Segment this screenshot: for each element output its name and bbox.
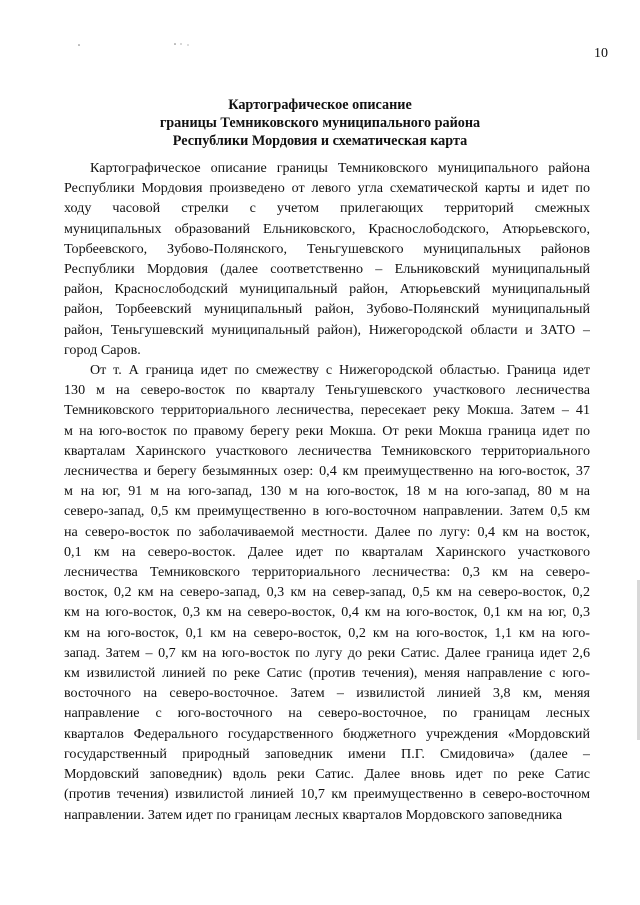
text-line: лесничества Темниковского территориального лесничества: 0,3 км на северо- <box>64 564 590 581</box>
text-line: Картографическое описание границы Темниковского муниципального района <box>90 160 590 176</box>
text-line: 130 м на северо-восток по кварталу Теньгушевского участкового лесничества <box>64 382 590 399</box>
text-line: государственный природный заповедник имени П.Г. Смидовича» (далее – <box>64 745 590 762</box>
text-line: направление с юго-восточного на северо-восточное, по границам лесных <box>64 705 590 722</box>
text-line: м на юго-восток по правому берегу реки Мокша. От реки Мокша граница идет по <box>64 422 590 439</box>
text-line: (против течения) извилистой линией 10,7 км преимущественно в северо-восточном <box>64 786 590 803</box>
title-line-2: границы Темниковского муниципального района <box>159 115 481 131</box>
scan-specks <box>0 40 640 50</box>
document-title <box>40 96 600 150</box>
paragraph-2 <box>64 360 590 825</box>
text-line: город Саров. <box>64 341 141 358</box>
text-line: км на юго-восток, 0,3 км на северо-восток, 0,4 км на юго-восток, 0,1 км на юг, 0,3 <box>64 604 590 621</box>
text-line: 0,1 км на северо-восток. Далее идет по кварталам Харинского участкового <box>64 543 590 560</box>
page-number: 10 <box>594 46 608 61</box>
text-line: От т. А граница идет по смежеству с Нижегородской областью. Граница идет <box>90 362 590 379</box>
text-line: ходу часовой стрелки с учетом прилегающих территорий смежных <box>64 200 590 217</box>
text-line: район, Торбеевский муниципальный район, Зубово-Полянский муниципальный <box>64 301 590 318</box>
text-line: восток, 0,2 км на северо-запад, 0,3 км на север-запад, 0,5 км на северо-восток, 0,2 <box>64 584 590 601</box>
text-line: муниципальных образований Ельниковского, Краснослободского, Атюрьевского, <box>64 220 590 237</box>
text-line: Республики Мордовия произведено от левого угла схематической карты и идет по <box>64 180 590 197</box>
text-line: кварталов Федерального государственного бюджетного учреждения «Мордовский <box>64 725 590 742</box>
title-line-1: Картографическое описание <box>228 97 412 113</box>
text-line: на северо-восток по заболачиваемой местности. Далее по лугу: 0,4 км на восток, <box>64 523 590 540</box>
text-line: км на юго-восток, 0,1 км на северо-восток, 0,2 км на юго-восток, 1,1 км на юго- <box>64 624 590 641</box>
text-line: Темниковского территориального лесничества, пересекает реку Мокша. Затем – 41 <box>64 402 590 419</box>
text-line: кварталам Харинского участкового лесничества Темниковского территориального <box>64 442 590 459</box>
paragraph-1 <box>64 158 590 360</box>
document-body <box>64 158 590 825</box>
text-line: лесничества и берегу безымянных озер: 0,4 км преимущественно на юго-восток, 37 <box>64 463 590 480</box>
text-line: Мордовский заповедник) вдоль реки Сатис. Далее вновь идет по реке Сатис <box>64 766 590 783</box>
text-line: Торбеевского, Зубово-Полянского, Теньгушевского муниципальных районов <box>64 240 590 257</box>
text-line: восточного на северо-восточное. Затем – извилистой линией 3,8 км, меняя <box>64 685 590 702</box>
title-line-3: Республики Мордовия и схематическая карта <box>172 133 468 149</box>
text-line: район, Теньгушевский муниципальный район), Нижегородской области и ЗАТО – <box>64 321 590 338</box>
text-line: Республики Мордовия (далее соответственно – Ельниковский муниципальный <box>64 261 590 278</box>
text-line: запад. Затем – 0,7 км на юго-восток по лугу до реки Сатис. Далее граница идет 2,6 <box>64 644 590 661</box>
text-line: направлении. Затем идет по границам лесных кварталов Мордовского заповедника <box>64 806 563 823</box>
text-line: северо-запад, 0,5 км преимущественно в юго-восточном направлении. Затем 0,5 км <box>64 503 590 520</box>
text-line: район, Краснослободский муниципальный район, Атюрьевский муниципальный <box>64 281 590 298</box>
text-line: км извилистой линией по реке Сатис (против течения), меняя направление с юго- <box>64 665 590 682</box>
text-line: м на юг, 91 м на юго-запад, 130 м на юго-восток, 18 м на юго-запад, 80 м на <box>64 483 590 500</box>
